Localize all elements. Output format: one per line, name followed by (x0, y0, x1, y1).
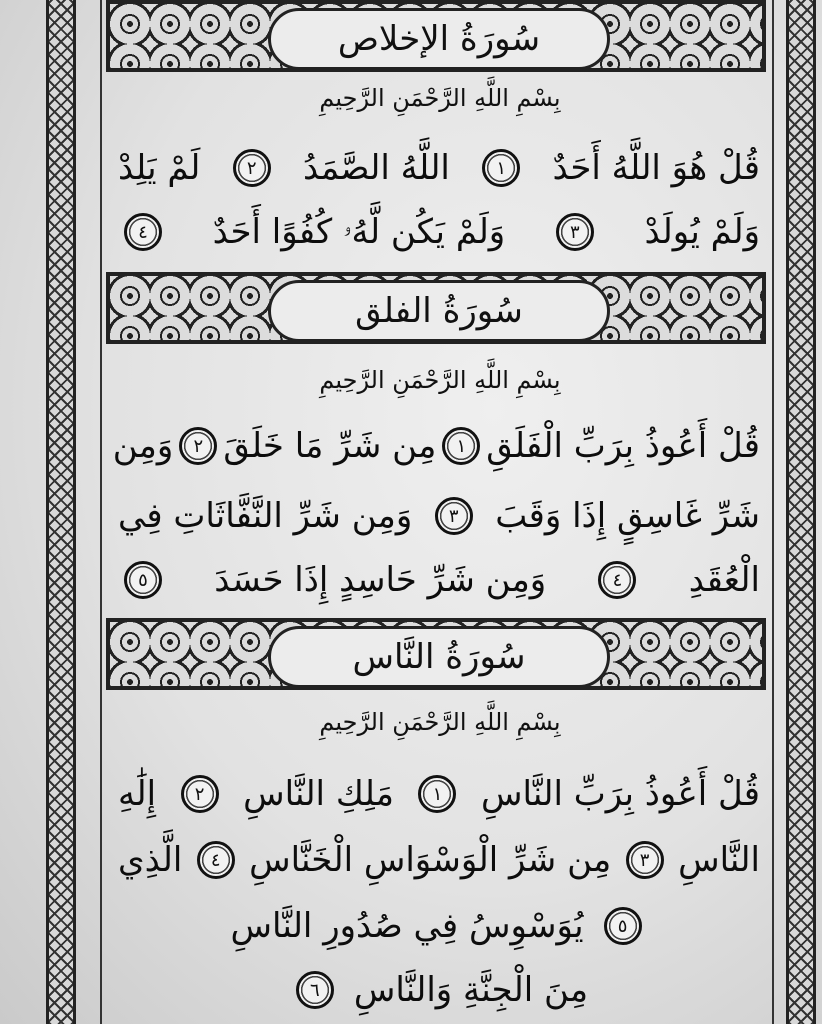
ayah-number-marker: ١ (418, 775, 456, 813)
verse-text: يُوَسْوِسُ فِي صُدُورِ النَّاسِ (230, 906, 584, 946)
surah-title: سُورَةُ الإخلاص (337, 19, 541, 59)
surah-title-frame (268, 8, 610, 70)
basmala: بِسْمِ اللَّهِ الرَّحْمَنِ الرَّحِيمِ (319, 366, 561, 394)
verse-text: وَلَمْ يُولَدْ (644, 212, 760, 252)
verse-text: الَّذِي (118, 840, 183, 880)
ayah-number-marker: ٣ (556, 213, 594, 251)
verse-text: قُلْ أَعُوذُ بِرَبِّ النَّاسِ (480, 774, 760, 814)
surah-header-nas (106, 618, 766, 690)
ayah-number-marker: ٥ (124, 561, 162, 599)
verse-text: مِنَ الْجِنَّةِ وَالنَّاسِ (353, 970, 589, 1010)
right-frame-line (772, 0, 774, 1024)
ayah-number-marker: ٢ (181, 775, 219, 813)
verse-text: مَلِكِ النَّاسِ (243, 774, 394, 814)
ayah-number-marker: ١ (442, 427, 480, 465)
ayah-number-marker: ٥ (604, 907, 642, 945)
basmala: بِسْمِ اللَّهِ الرَّحْمَنِ الرَّحِيمِ (319, 84, 561, 112)
verse-line (118, 766, 760, 822)
ayah-number-marker: ٣ (626, 841, 664, 879)
verse-line (118, 832, 760, 888)
ayah-number-marker: ٣ (435, 497, 473, 535)
verse-line (118, 898, 760, 954)
surah-title-frame (268, 626, 610, 688)
surah-header-falaq (106, 272, 766, 344)
surah-title: سُورَةُ الفلق (355, 291, 523, 331)
right-ornamental-border (786, 0, 816, 1024)
verse-line (118, 962, 760, 1018)
verse-line (118, 204, 760, 260)
surah-header-ikhlas (106, 0, 766, 72)
verse-text: النَّاسِ (678, 840, 760, 880)
left-ornamental-border (46, 0, 76, 1024)
ayah-number-marker: ٢ (233, 149, 271, 187)
verse-text: وَمِن شَرِّ النَّفَّاثَاتِ فِي (118, 496, 413, 536)
ayah-number-marker: ٢ (179, 427, 217, 465)
ayah-number-marker: ١ (482, 149, 520, 187)
ayah-number-marker: ٦ (296, 971, 334, 1009)
verse-text: مِن شَرِّ الْوَسْوَاسِ الْخَنَّاسِ (249, 840, 612, 880)
verse-text: وَمِن (112, 426, 174, 466)
verse-line (112, 418, 760, 474)
left-frame-line (100, 0, 102, 1024)
verse-text: اللَّهُ الصَّمَدُ (302, 148, 450, 188)
verse-text: وَمِن شَرِّ حَاسِدٍ إِذَا حَسَدَ (214, 560, 547, 600)
basmala: بِسْمِ اللَّهِ الرَّحْمَنِ الرَّحِيمِ (319, 708, 561, 736)
verse-text: وَلَمْ يَكُن لَّهُۥ كُفُوًا أَحَدٌ (212, 212, 506, 252)
surah-title: سُورَةُ النَّاس (352, 637, 526, 677)
ayah-number-marker: ٤ (197, 841, 235, 879)
verse-text: شَرِّ غَاسِقٍ إِذَا وَقَبَ (495, 496, 760, 536)
verse-line (118, 140, 760, 196)
verse-text: لَمْ يَلِدْ (118, 148, 201, 188)
verse-text: الْعُقَدِ (688, 560, 760, 600)
ayah-number-marker: ٤ (124, 213, 162, 251)
verse-text: مِن شَرِّ مَا خَلَقَ (223, 426, 437, 466)
surah-title-frame (268, 280, 610, 342)
verse-text: قُلْ هُوَ اللَّهُ أَحَدٌ (552, 148, 760, 188)
verse-text: قُلْ أَعُوذُ بِرَبِّ الْفَلَقِ (486, 426, 760, 466)
ayah-number-marker: ٤ (598, 561, 636, 599)
verse-line (118, 552, 760, 608)
verse-text: إِلَٰهِ (118, 774, 157, 814)
verse-line (118, 488, 760, 544)
